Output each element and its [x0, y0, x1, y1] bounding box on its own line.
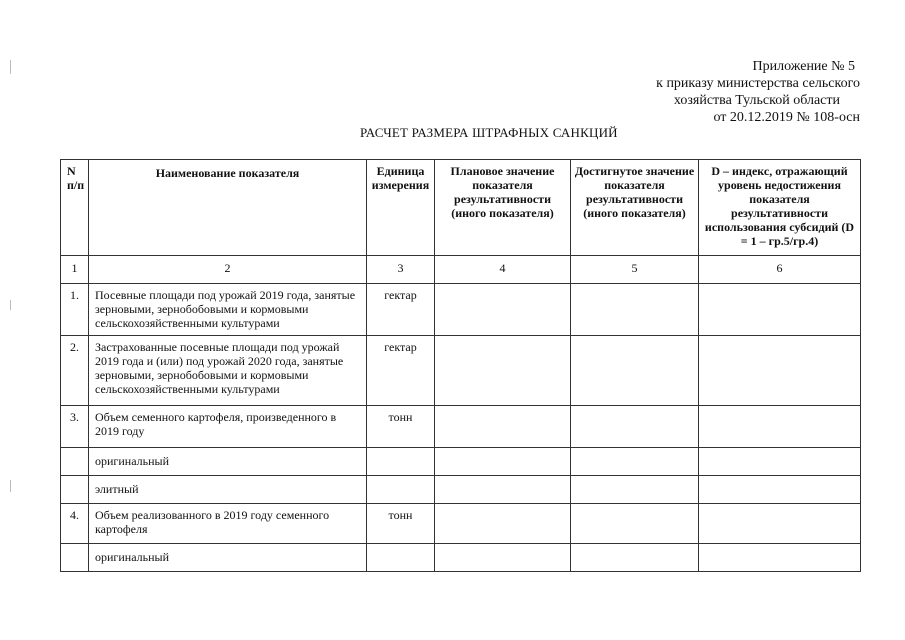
row-unit: гектар [367, 336, 435, 406]
row-achieved-cell [571, 284, 699, 336]
column-number: 1 [61, 256, 89, 284]
scan-margin-mark [10, 300, 11, 310]
row-indicator-name: оригинальный [89, 448, 367, 476]
row-planned-cell [435, 544, 571, 572]
row-planned-cell [435, 476, 571, 504]
column-number-row [61, 256, 861, 284]
sanctions-table [60, 159, 861, 572]
row-number [61, 448, 89, 476]
row-d-index-cell [699, 448, 861, 476]
row-achieved-cell [571, 448, 699, 476]
row-planned-cell [435, 336, 571, 406]
table-row [61, 448, 861, 476]
row-indicator-name: оригинальный [89, 544, 367, 572]
header-number: N п/п [61, 160, 89, 256]
row-number: 3. [61, 406, 89, 448]
table-row [61, 284, 861, 336]
header-unit: Единица измерения [367, 160, 435, 256]
row-d-index-cell [699, 336, 861, 406]
row-d-index-cell [699, 544, 861, 572]
row-planned-cell [435, 504, 571, 544]
row-indicator-name: Объем реализованного в 2019 году семенного картофеля [89, 504, 367, 544]
column-number: 4 [435, 256, 571, 284]
header-row [61, 160, 861, 256]
row-indicator-name: элитный [89, 476, 367, 504]
annex-header [580, 58, 860, 126]
table-row [61, 476, 861, 504]
row-d-index-cell [699, 476, 861, 504]
row-d-index-cell [699, 406, 861, 448]
row-indicator-name: Объем семенного картофеля, произведенного в 2019 году [89, 406, 367, 448]
scan-margin-mark [10, 60, 11, 74]
row-planned-cell [435, 448, 571, 476]
annex-line-3: хозяйства Тульской области [673, 93, 840, 108]
header-achieved-value: Достигнутое значение показателя результативности (иного показателя) [571, 160, 699, 256]
header-planned-value: Плановое значение показателя результативности (иного показателя) [435, 160, 571, 256]
row-achieved-cell [571, 476, 699, 504]
row-unit [367, 448, 435, 476]
row-indicator-name: Посевные площади под урожай 2019 года, занятые зерновыми, зернобобовыми и кормовыми сельскохозяйственными культурами [89, 284, 367, 336]
annex-line-2: к приказу министерства сельского [656, 76, 860, 91]
row-planned-cell [435, 284, 571, 336]
row-d-index-cell [699, 504, 861, 544]
column-number: 5 [571, 256, 699, 284]
column-number: 3 [367, 256, 435, 284]
annex-line-4: от 20.12.2019 № 108-осн [713, 110, 860, 125]
row-planned-cell [435, 406, 571, 448]
document-title: РАСЧЕТ РАЗМЕРА ШТРАФНЫХ САНКЦИЙ [360, 125, 618, 140]
row-unit [367, 544, 435, 572]
row-unit: тонн [367, 406, 435, 448]
scan-margin-mark [10, 480, 11, 492]
row-achieved-cell [571, 336, 699, 406]
header-d-index: D – индекс, отражающий уровень недостижения показателя результативности использования субсидий (D = 1 – гр.5/гр.4) [699, 160, 861, 256]
row-number: 1. [61, 284, 89, 336]
header-indicator-name: Наименование показателя [89, 160, 367, 256]
annex-line-1: Приложение № 5 [752, 59, 855, 74]
table-row [61, 504, 861, 544]
table-row [61, 544, 861, 572]
column-number: 2 [89, 256, 367, 284]
row-indicator-name: Застрахованные посевные площади под урожай 2019 года и (или) под урожай 2020 года, занятые зерновыми, зернобобовыми и кормовыми сельскохозяйственными культурами [89, 336, 367, 406]
row-achieved-cell [571, 504, 699, 544]
row-achieved-cell [571, 406, 699, 448]
row-unit [367, 476, 435, 504]
row-number [61, 476, 89, 504]
row-number: 4. [61, 504, 89, 544]
row-unit: гектар [367, 284, 435, 336]
row-d-index-cell [699, 284, 861, 336]
column-number: 6 [699, 256, 861, 284]
row-number [61, 544, 89, 572]
table-row [61, 336, 861, 406]
table-row [61, 406, 861, 448]
row-number: 2. [61, 336, 89, 406]
row-achieved-cell [571, 544, 699, 572]
row-unit: тонн [367, 504, 435, 544]
